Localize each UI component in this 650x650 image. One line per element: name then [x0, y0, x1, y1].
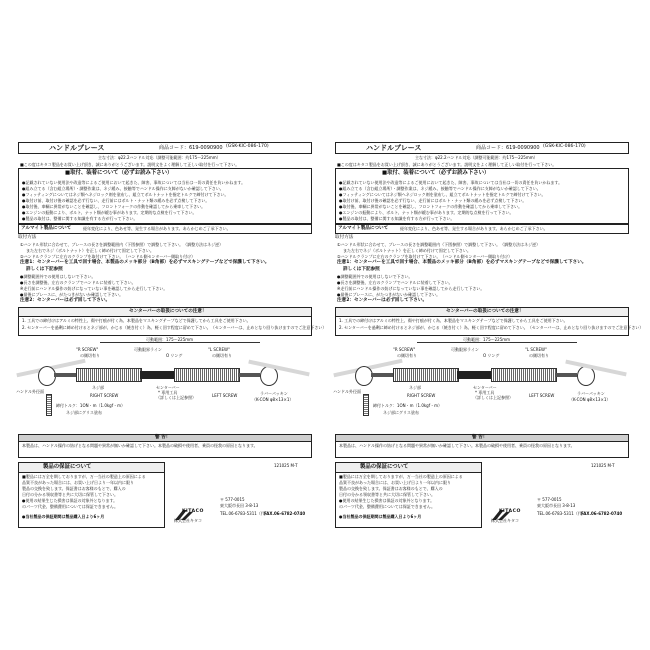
precaution-line: ●製品の取付は、整備に関する知識を有する方が行って下さい。	[339, 216, 455, 221]
precaution-line: ●取付け前、取付け後の確認を必ず行ない、走行前にはボルト・ナット類の緩みを必ず点検して下さい。	[339, 198, 527, 203]
l-screw-label: "L SCREW"	[208, 347, 230, 352]
warning-title: 警 告！	[155, 435, 171, 440]
adjust-line-label: 可動限界ライン	[451, 347, 479, 352]
alumite-box	[18, 224, 312, 234]
left-rod	[54, 373, 76, 377]
precaution-line: ●組み立てる（含む組立場所）・調整作業は、ネジ緩み、接触等でハンドル操作に支障がないか確認して下さい。	[22, 186, 224, 191]
o-ring-label: O リング	[483, 353, 500, 358]
center-bar-sub2: （詳しくは上記参照）	[156, 395, 196, 400]
center-bar-note: 1. 工具での締付けはアルミの特性上、傷や打痕が付く為、本製品をマスキングテープなどで保護してから工具をご使用下さい。	[339, 318, 568, 323]
instruction-sheet-left	[16, 136, 327, 556]
product-title: ハンドルブレース	[49, 144, 105, 152]
left-screw-label: LEFT SCREW	[529, 393, 555, 398]
product-code: 商品コード：619-0090900	[476, 145, 540, 151]
right-rod	[555, 373, 577, 377]
nut-label: ネジ部	[92, 385, 104, 390]
alumite-text: 経年変化により、色あせ等、発生する場合があります。あらかじめご了承下さい。	[83, 226, 231, 231]
tel: TEL.06-6783-5311（代）	[537, 511, 586, 516]
tel: TEL.06-6783-5311（代）	[220, 511, 269, 516]
alumite-text: 経年変化により、色あせ等、発生する場合があります。あらかじめご了承下さい。	[400, 226, 548, 231]
center-bar-note: 2. センターバーを過剰に締め付けるとネジ部が、かじる（焼き付く）為、軽く回す程度に留めて下さい。（センターバーは、止めとなり回り抜けますのでご注意下さい）	[339, 325, 644, 330]
precaution-line: ●記載されていない使用法や改造等によるご使用において起きた、障害、事故については当社は一切の責任を負いかねます。	[22, 180, 246, 185]
r-screw-label: "R SCREW"	[76, 347, 99, 352]
install-step: ※走行前にハンドル操作の妨げになっていない事を確認してから走行して下さい。	[337, 286, 485, 291]
right-tube	[174, 368, 240, 382]
warranty-line: ●使用の結果生じた損害は保証の対象外となります。	[339, 498, 435, 503]
instruction-sheet-right	[333, 136, 644, 556]
torque-label: 締付トルク：1ON・m（1.0kgf・m）	[373, 403, 443, 408]
alumite-label: アルマイト製品について	[338, 225, 389, 231]
precautions-box	[335, 168, 629, 224]
center-bar-box	[335, 307, 644, 336]
brand-kana: 株式会社キタコ	[491, 518, 519, 523]
right-screw-label: RIGHT SCREW	[407, 393, 436, 398]
l-screw-sub: の側切有り	[529, 353, 549, 358]
precaution-line: ●組み立てる（含む組立場所）・調整作業は、ネジ緩み、接触等でハンドル操作に支障がないか確認して下さい。	[339, 186, 541, 191]
precautions-box	[18, 168, 312, 224]
precaution-line: ●フィッティングについてはネジ類へネジロック剤を塗布し、組立てボルトナットを指定トルクで締付けて下さい。	[22, 192, 229, 197]
left-tube	[76, 368, 142, 382]
install-step: また左右でネジ（ボルトナット）を正しく締め付けて固定して下さい。	[26, 248, 154, 253]
r-screw-label: "R SCREW"	[393, 347, 416, 352]
grease-label: ネジ部にグリス塗布	[66, 410, 102, 415]
range-dimension	[417, 342, 577, 343]
o-ring-label: O リング	[166, 353, 183, 358]
precaution-line: ●取付後、車輌に異常がないことを確認し、フロントフォークの作動を確認してから乗車して下さい。	[339, 204, 523, 209]
warranty-box	[18, 462, 165, 528]
precaution-line: ●エンジンの振動により、ボルト、ナット類が緩む事があります。定期的な点検を行って下さい。	[22, 210, 197, 215]
range-label: 可動範囲：175～225mm	[146, 337, 194, 342]
warranty-line: 日付の分かる領収書等と共に大切に保管して下さい。	[22, 492, 118, 497]
center-bar-sub1: * 専用工具	[158, 390, 178, 395]
handle-label: ハンドル外径面	[16, 389, 44, 394]
grease-label: ネジ部にグリス塗布	[383, 410, 419, 415]
center-bar-note: 2. センターバーを過剰に締め付けるとネジ部が、かじる（焼き付く）為、軽く回す程度に留めて下さい。（センターバーは、止めとなり回り抜けますのでご注意下さい）	[22, 325, 327, 330]
fit-line: 主な寸法：φ22.2ハンドル対応（調整可能範囲：約175～225mm）	[98, 155, 221, 160]
rubber-label: ラバーパッキン	[260, 391, 288, 396]
warranty-title: 製品の保証について	[43, 463, 92, 470]
l-screw-sub: の側切有り	[212, 353, 232, 358]
install-step: ●調整範囲外での使用はしないで下さい。	[20, 274, 96, 279]
alumite-label: アルマイト製品について	[21, 225, 72, 231]
fit-line: 主な寸法：φ22.2ハンドル対応（調整可能範囲：約175～225mm）	[415, 155, 538, 160]
install-step: ●長さを調整後、左右のクランプでハンドルに装着して下さい。	[337, 280, 453, 285]
precautions-heading: ■取付、装着について（必ずお読み下さい）	[382, 170, 490, 176]
clamp-bolt	[46, 394, 52, 416]
warranty-line: ●当社製品の保証期間は製品購入日より6ヶ月	[22, 514, 105, 519]
install-heading: 取付方法	[335, 235, 354, 240]
install-step: ②ハンドルクランプに左右のクランプを取付けて下さい。（ハンドル側センターバー側取り付け）	[20, 254, 196, 259]
left-screw-label: LEFT SCREW	[212, 393, 238, 398]
warranty-title: 製品の保証について	[360, 463, 409, 470]
notice-line: ■この度はキタコ製品をお買い上げ頂き、誠にありがとうございます。説明文をよく理解して正しい取付を行って下さい。	[337, 162, 557, 167]
install-step: また左右でネジ（ボルトナット）を正しく締め付けて固定して下さい。	[343, 248, 471, 253]
r-screw-sub: の側切有り	[80, 353, 100, 358]
install-note: 注意1：センターバーを工具で回す場合、本製品のメッキ部分（B角部）を必ずマスキングテープなどで保護して下さい。	[337, 260, 587, 265]
adjust-line-label: 可動限界ライン	[134, 347, 162, 352]
warranty-line: ●使用の結果生じた損害は保証の対象外となります。	[22, 498, 118, 503]
install-note: 注意2：センターバーは必ず回して下さい。	[337, 298, 428, 303]
warranty-line: 製品の交換を致します。保証書はお客様のもとで、購入の	[22, 486, 126, 491]
zip-code: 〒 577-0015	[537, 497, 562, 502]
precaution-line: ●記載されていない使用法や改造等によるご使用において起きた、障害、事故については当社は一切の責任を負いかねます。	[339, 180, 563, 185]
install-step: ※走行前にハンドル操作の妨げになっていない事を確認してから走行して下さい。	[20, 286, 168, 291]
fax: FAX.06-6782-0740	[581, 511, 623, 516]
warranty-line: 品質不良があった場合には、お買い上げ日より一年以内に限り	[339, 480, 451, 485]
warranty-line: のパーツ代金、整備費用については保証できません。	[339, 504, 435, 509]
l-screw-label: "L SCREW"	[525, 347, 547, 352]
warning-box	[18, 434, 312, 458]
warranty-line: 日付の分かる領収書等と共に大切に保管して下さい。	[339, 492, 435, 497]
warning-text: 本製品は、ハンドル操作の妨げとなる問題や異常が無いか確認して下さい。本製品の破損や使用者、乗員の怪我の原因となります。	[22, 443, 258, 448]
warranty-line: ■製品には万全を期しておりますが、万一当社の製造上の原因による	[22, 474, 146, 479]
address: 東大阪市長田 3-8-13	[537, 503, 576, 508]
alumite-box	[335, 224, 629, 234]
center-bar-label: センターバー	[156, 385, 180, 390]
rubber-label: ラバーパッキン	[577, 391, 605, 396]
install-step: ●調整範囲外での使用はしないで下さい。	[337, 274, 413, 279]
install-step: ●長さを調整後、左右のクランプでハンドルに装着して下さい。	[20, 280, 136, 285]
install-note: 詳しくは下記参照	[343, 267, 380, 272]
warranty-line: ■製品には万全を期しておりますが、万一当社の製造上の原因による	[339, 474, 463, 479]
center-bar-title: センターバーの取扱についての注意！	[129, 308, 207, 314]
rubber-sub: （K-CON φ8×13×1）	[252, 397, 294, 402]
zip-code: 〒 577-0015	[220, 497, 245, 502]
notice-line: ■この度はキタコ製品をお買い上げ頂き、誠にありがとうございます。説明文をよく理解して正しい取付を行って下さい。	[20, 162, 240, 167]
range-dimension	[100, 342, 260, 343]
left-rod	[371, 373, 393, 377]
brand-kana: 株式会社キタコ	[174, 518, 202, 523]
install-step: ②ハンドルクランプに左右のクランプを取付けて下さい。（ハンドル側センターバー側取り付け）	[337, 254, 513, 259]
warranty-line: ●当社製品の保証期間は製品購入日より6ヶ月	[339, 514, 422, 519]
left-tube	[393, 368, 459, 382]
install-step: ①ハンドル形状に合わせて、ブレースの長さを調整範囲内（下図参照）で調整して下さい。（調整方法はネジ逆）	[20, 242, 224, 247]
nut-label: ネジ部	[409, 385, 421, 390]
part-number: (GSK-KIC-086-170)	[226, 144, 269, 149]
part-number: (GSK-KIC-086-170)	[543, 144, 586, 149]
precautions-heading: ■取付、装着について（必ずお読み下さい）	[65, 170, 173, 176]
install-note: 詳しくは下記参照	[26, 267, 63, 272]
install-note: 注意1：センターバーを工具で回す場合、本製品のメッキ部分（B角部）を必ずマスキングテープなどで保護して下さい。	[20, 260, 270, 265]
install-step: ●最後にブレースに、がたつきがないか確認して下さい。	[20, 292, 124, 297]
center-bar-title: センターバーの取扱についての注意！	[446, 308, 524, 314]
center-bar-note: 1. 工具での締付けはアルミの特性上、傷や打痕が付く為、本製品をマスキングテープなどで保護してから工具をご使用下さい。	[22, 318, 251, 323]
brand-name: KITACO	[499, 509, 521, 514]
warning-title: 警 告！	[472, 435, 488, 440]
product-code: 商品コード：619-0090900	[159, 145, 223, 151]
warning-box	[335, 434, 629, 458]
handle-label: ハンドル外径面	[333, 389, 361, 394]
address: 東大阪市長田 3-8-13	[220, 503, 259, 508]
precaution-line: ●取付け前、取付け後の確認を必ず行ない、走行前にはボルト・ナット類の緩みを必ず点検して下さい。	[22, 198, 210, 203]
warranty-line: 品質不良があった場合には、お買い上げ日より一年以内に限り	[22, 480, 134, 485]
warranty-line: のパーツ代金、整備費用については保証できません。	[22, 504, 118, 509]
install-heading: 取付方法	[18, 235, 37, 240]
center-bar	[140, 371, 174, 379]
rubber-sub: （K-CON φ8×13×1）	[569, 397, 611, 402]
install-step: ●最後にブレースに、がたつきがないか確認して下さい。	[337, 292, 441, 297]
center-bar	[457, 371, 491, 379]
center-bar-label: センターバー	[473, 385, 497, 390]
right-rod	[238, 373, 260, 377]
right-tube	[491, 368, 557, 382]
precaution-line: ●製品の取付は、整備に関する知識を有する方が行って下さい。	[22, 216, 138, 221]
r-screw-sub: の側切有り	[397, 353, 417, 358]
document-number: 121025 M-T	[274, 463, 298, 468]
document-number: 121025 M-T	[591, 463, 615, 468]
warning-text: 本製品は、ハンドル操作の妨げとなる問題や異常が無いか確認して下さい。本製品の破損や使用者、乗員の怪我の原因となります。	[339, 443, 575, 448]
clamp-bolt	[363, 394, 369, 416]
right-screw-label: RIGHT SCREW	[90, 393, 119, 398]
product-title: ハンドルブレース	[366, 144, 422, 152]
fax: FAX.06-6782-0740	[264, 511, 306, 516]
warranty-line: 製品の交換を致します。保証書はお客様のもとで、購入の	[339, 486, 443, 491]
install-step: ①ハンドル形状に合わせて、ブレースの長さを調整範囲内（下図参照）で調整して下さい。（調整方法はネジ逆）	[337, 242, 541, 247]
center-bar-sub1: * 専用工具	[475, 390, 495, 395]
precaution-line: ●フィッティングについてはネジ類へネジロック剤を塗布し、組立てボルトナットを指定トルクで締付けて下さい。	[339, 192, 546, 197]
warranty-box	[335, 462, 482, 528]
brace-diagram	[16, 336, 314, 428]
center-bar-box	[18, 307, 327, 336]
precaution-line: ●エンジンの振動により、ボルト、ナット類が緩む事があります。定期的な点検を行って下さい。	[339, 210, 514, 215]
torque-label: 締付トルク：1ON・m（1.0kgf・m）	[56, 403, 126, 408]
center-bar-sub2: （詳しくは上記参照）	[473, 395, 513, 400]
brand-name: KITACO	[182, 509, 204, 514]
precaution-line: ●取付後、車輌に異常がないことを確認し、フロントフォークの作動を確認してから乗車して下さい。	[22, 204, 206, 209]
install-note: 注意2：センターバーは必ず回して下さい。	[20, 298, 111, 303]
range-label: 可動範囲：175～225mm	[463, 337, 511, 342]
brace-diagram	[333, 336, 631, 428]
